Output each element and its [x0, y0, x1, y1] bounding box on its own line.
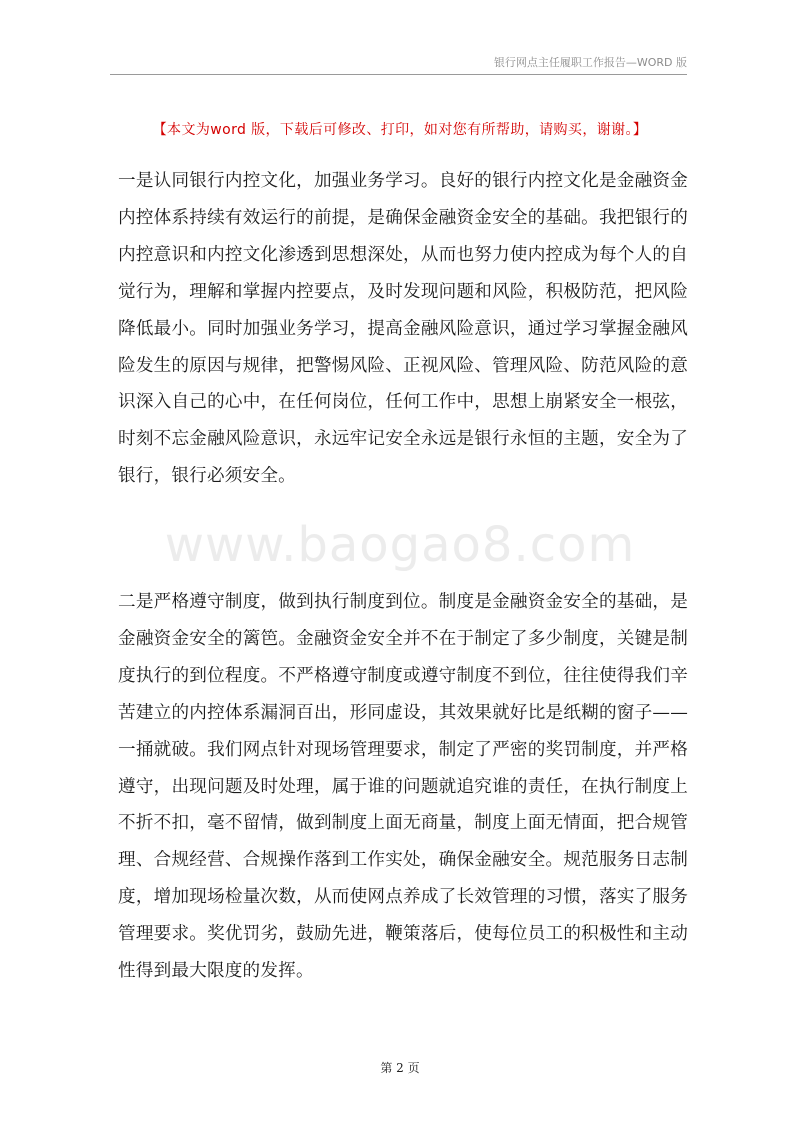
watermark: www.baogao8.com — [164, 517, 636, 573]
page-number: 第 2 页 — [380, 1061, 420, 1075]
paragraph-1: 一是认同银行内控文化，加强业务学习。良好的银行内控文化是金融资金内控体系持续有效运行的前提，是确保金融资金安全的基础。我把银行的内控意识和内控文化渗透到思想深处，从而也努力使内控成为每个人的自觉行为，理解和掌握内控要点，及时发现问题和风险，积极防范，把风险降低最小。同时加强业务学习，提高金融风险意识，通过学习掌握金融风险发生的原因与规律，把警惕风险、正视风险、管理风险、防范风险的意识深入自己的心中，在任何岗位，任何工作中，思想上崩紧安全一根弦，时刻不忘金融风险意识，永远牢记安全永远是银行永恒的主题，安全为了银行，银行必须安全。 — [118, 171, 688, 487]
paragraph-2: 二是严格遵守制度，做到执行制度到位。制度是金融资金安全的基础，是金融资金安全的篱笆。金融资金安全并不在于制定了多少制度，关键是制度执行的到位程度。不严格遵守制度或遵守制度不到位，往往使得我们辛苦建立的内控体系漏洞百出，形同虚设，其效果就好比是纸糊的窗子——一捅就破。我们网点针对现场管理要求，制定了严密的奖罚制度，并严格遵守，出现问题及时处理，属于谁的问题就追究谁的责任，在执行制度上不折不扣，毫不留情，做到制度上面无商量，制度上面无情面，把合规管理、合规经营、合规操作落到工作实处，确保金融安全。规范服务日志制度，增加现场检量次数，从而使网点养成了长效管理的习惯，落实了服务管理要求。奖优罚劣，鼓励先进，鞭策落后，使每位员工的积极性和主动性得到最大限度的发挥。 — [118, 592, 688, 982]
download-notice: 【本文为word 版，下载后可修改、打印，如对您有所帮助，请购买，谢谢。】 — [152, 122, 648, 138]
running-header: 银行网点主任履职工作报告—WORD 版 — [493, 56, 687, 69]
header-rule — [110, 74, 687, 75]
